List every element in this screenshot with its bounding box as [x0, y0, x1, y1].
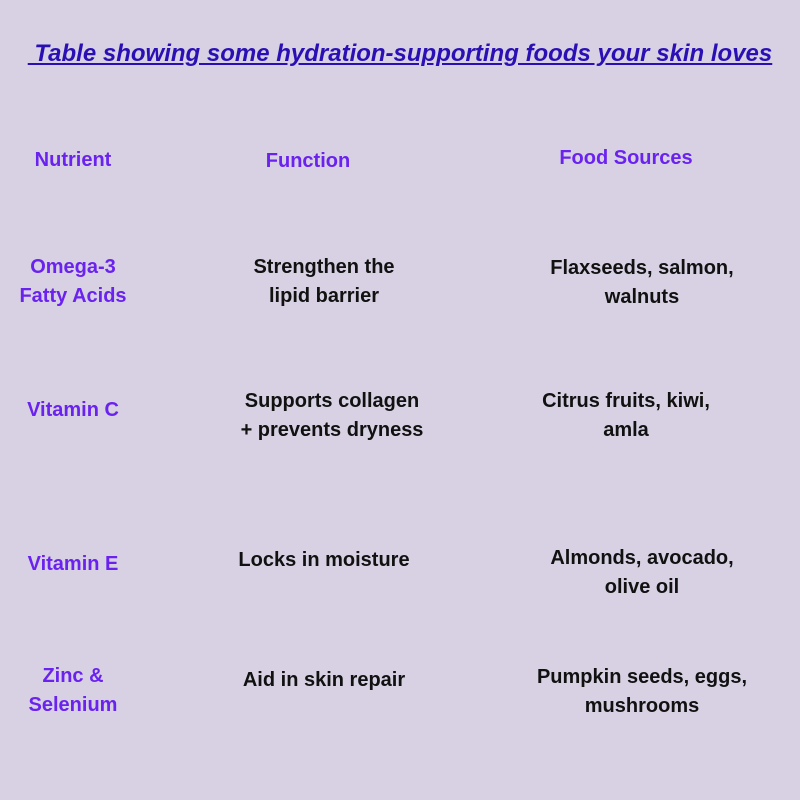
cell-line: walnuts [604, 286, 680, 308]
cell-line: Zinc & [42, 665, 104, 687]
cell-line: Almonds, avocado, [550, 547, 734, 569]
cell-line: amla [603, 419, 649, 441]
cell-line: Omega-3 [30, 256, 116, 278]
cell-line: + prevents dryness [240, 419, 424, 441]
cell-line: mushrooms [584, 695, 700, 717]
table-row-function [182, 387, 482, 445]
cell-line: Flaxseeds, salmon, [550, 257, 734, 279]
table-row-function [174, 546, 474, 575]
table-row-function [174, 253, 474, 311]
cell-line: Selenium [28, 694, 118, 716]
header-function: Function [265, 150, 351, 172]
table-row-function [174, 666, 474, 695]
header-food-sources: Food Sources [559, 147, 693, 169]
cell-line: Aid in skin repair [242, 669, 406, 691]
cell-line: Supports collagen [244, 390, 420, 412]
cell-line: Vitamin C [27, 399, 119, 421]
table-row-sources [492, 544, 792, 602]
cell-line: Fatty Acids [19, 285, 127, 307]
table-row-sources [492, 254, 792, 312]
cell-line: olive oil [604, 576, 680, 598]
cell-line: Strengthen the [253, 256, 395, 278]
cell-line: Locks in moisture [238, 549, 410, 571]
header-nutrient: Nutrient [34, 149, 112, 171]
table-row-sources [492, 663, 792, 721]
cell-line: Pumpkin seeds, eggs, [536, 666, 748, 688]
page-title: Table showing some hydration-supporting foods your skin loves [27, 40, 773, 67]
cell-line: Vitamin E [27, 553, 119, 575]
table-row-sources [476, 387, 776, 445]
cell-line: lipid barrier [268, 285, 380, 307]
cell-line: Citrus fruits, kiwi, [542, 390, 710, 412]
